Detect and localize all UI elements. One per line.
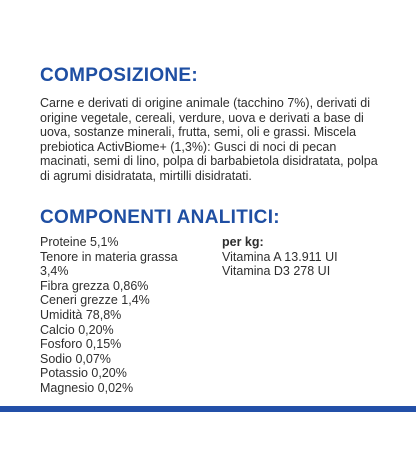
- bottom-divider-bar: [0, 406, 416, 412]
- composition-text: Carne e derivati di origine animale (tacchino 7%), derivati di origine vegetale, cereali, verdure, uova e derivati a base di uova, sostanze minerali, frutta, semi, oli e grassi. Miscela prebiotica ActivBiome+ (1,3%): Gusci di noci di pecan macinati, semi di lino, polpa di barbabietola disidratata, polpa di agrumi disidratata, mirtilli disidratati.: [40, 96, 378, 183]
- analytical-item-ash: Ceneri grezze 1,4%: [40, 293, 150, 308]
- analytical-item-protein: Proteine 5,1%: [40, 235, 119, 249]
- analytical-item-magnesium: Magnesio 0,02%: [40, 380, 134, 395]
- analytical-item-sodium: Sodio 0,07%: [40, 351, 111, 366]
- vitamin-list: [222, 250, 392, 279]
- analytical-item-potassium: Potassio 0,20%: [40, 366, 127, 381]
- analytical-item-calcium: Calcio 0,20%: [40, 322, 114, 337]
- vitamin-item-a: Vitamina A 13.911 UI: [222, 249, 338, 264]
- analytical-item-moisture: Umidità 78,8%: [40, 307, 122, 322]
- analytical-item-fat: Tenore in materia grassa 3,4%: [40, 249, 178, 279]
- analytical-list: [40, 235, 205, 396]
- per-kg-label: per kg:: [222, 235, 264, 249]
- vitamin-item-d3: Vitamina D3 278 UI: [222, 264, 331, 279]
- analytical-item-phosphorus: Fosforo 0,15%: [40, 337, 122, 352]
- per-kg-block: [222, 235, 392, 279]
- analytical-components-heading: COMPONENTI ANALITICI:: [40, 207, 280, 228]
- analytical-item-fibre: Fibra grezza 0,86%: [40, 278, 149, 293]
- composition-heading: COMPOSIZIONE:: [40, 65, 199, 86]
